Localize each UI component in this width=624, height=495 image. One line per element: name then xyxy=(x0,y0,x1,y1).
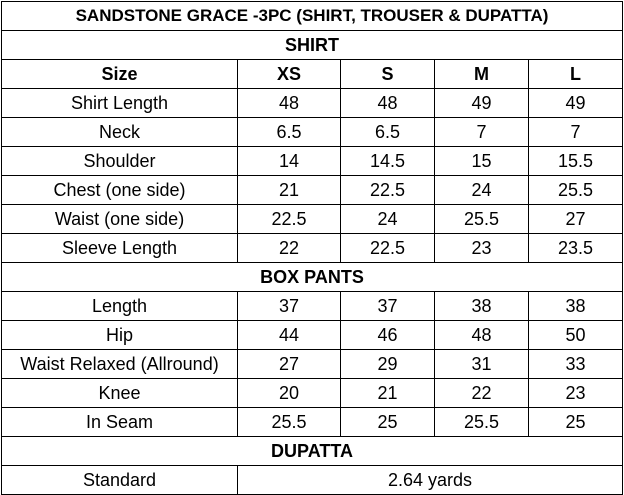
dupatta-standard-value: 2.64 yards xyxy=(238,466,623,495)
table-row xyxy=(2,292,623,321)
cell-value: 7 xyxy=(529,118,623,147)
table-row xyxy=(2,350,623,379)
size-l-header: L xyxy=(529,60,623,89)
cell-value: 15 xyxy=(435,147,529,176)
table-row xyxy=(2,408,623,437)
cell-value: 14 xyxy=(238,147,341,176)
cell-value: 44 xyxy=(238,321,341,350)
cell-value: 25.5 xyxy=(435,408,529,437)
size-m-header: M xyxy=(435,60,529,89)
table-row xyxy=(2,379,623,408)
box-pants-section-row xyxy=(2,263,623,292)
cell-value: 23 xyxy=(529,379,623,408)
cell-value: 48 xyxy=(238,89,341,118)
cell-value: 27 xyxy=(238,350,341,379)
cell-value: 21 xyxy=(341,379,435,408)
cell-value: 25.5 xyxy=(238,408,341,437)
cell-value: 25.5 xyxy=(435,205,529,234)
cell-value: 21 xyxy=(238,176,341,205)
cell-value: 22.5 xyxy=(341,234,435,263)
cell-value: 24 xyxy=(341,205,435,234)
table-row xyxy=(2,118,623,147)
row-label: Sleeve Length xyxy=(2,234,238,263)
size-column-header: Size xyxy=(2,60,238,89)
cell-value: 20 xyxy=(238,379,341,408)
table-row xyxy=(2,147,623,176)
cell-value: 48 xyxy=(341,89,435,118)
row-label: Knee xyxy=(2,379,238,408)
row-label: In Seam xyxy=(2,408,238,437)
row-label: Hip xyxy=(2,321,238,350)
cell-value: 23.5 xyxy=(529,234,623,263)
shirt-section-row xyxy=(2,31,623,60)
row-label: Standard xyxy=(2,466,238,495)
cell-value: 49 xyxy=(435,89,529,118)
size-s-header: S xyxy=(341,60,435,89)
table-row xyxy=(2,234,623,263)
cell-value: 29 xyxy=(341,350,435,379)
row-label: Length xyxy=(2,292,238,321)
row-label: Neck xyxy=(2,118,238,147)
cell-value: 46 xyxy=(341,321,435,350)
size-header-row xyxy=(2,60,623,89)
title-row xyxy=(2,2,623,31)
cell-value: 22 xyxy=(238,234,341,263)
box-pants-heading: BOX PANTS xyxy=(2,263,623,292)
cell-value: 37 xyxy=(341,292,435,321)
row-label: Shirt Length xyxy=(2,89,238,118)
cell-value: 25 xyxy=(341,408,435,437)
cell-value: 6.5 xyxy=(238,118,341,147)
cell-value: 15.5 xyxy=(529,147,623,176)
cell-value: 31 xyxy=(435,350,529,379)
dupatta-heading: DUPATTA xyxy=(2,437,623,466)
table-row xyxy=(2,176,623,205)
cell-value: 37 xyxy=(238,292,341,321)
row-label: Waist (one side) xyxy=(2,205,238,234)
cell-value: 7 xyxy=(435,118,529,147)
cell-value: 22.5 xyxy=(238,205,341,234)
row-label: Chest (one side) xyxy=(2,176,238,205)
cell-value: 22.5 xyxy=(341,176,435,205)
row-label: Waist Relaxed (Allround) xyxy=(2,350,238,379)
dupatta-section-row xyxy=(2,437,623,466)
table-row xyxy=(2,205,623,234)
cell-value: 48 xyxy=(435,321,529,350)
cell-value: 25.5 xyxy=(529,176,623,205)
table-row xyxy=(2,321,623,350)
cell-value: 22 xyxy=(435,379,529,408)
cell-value: 49 xyxy=(529,89,623,118)
table-row xyxy=(2,89,623,118)
cell-value: 27 xyxy=(529,205,623,234)
shirt-heading: SHIRT xyxy=(2,31,623,60)
cell-value: 25 xyxy=(529,408,623,437)
cell-value: 24 xyxy=(435,176,529,205)
chart-title: SANDSTONE GRACE -3PC (SHIRT, TROUSER & DUPATTA) xyxy=(2,2,623,31)
size-chart-table xyxy=(1,1,623,495)
table-row xyxy=(2,466,623,495)
row-label: Shoulder xyxy=(2,147,238,176)
cell-value: 14.5 xyxy=(341,147,435,176)
cell-value: 33 xyxy=(529,350,623,379)
cell-value: 38 xyxy=(529,292,623,321)
cell-value: 23 xyxy=(435,234,529,263)
cell-value: 50 xyxy=(529,321,623,350)
cell-value: 38 xyxy=(435,292,529,321)
cell-value: 6.5 xyxy=(341,118,435,147)
size-xs-header: XS xyxy=(238,60,341,89)
